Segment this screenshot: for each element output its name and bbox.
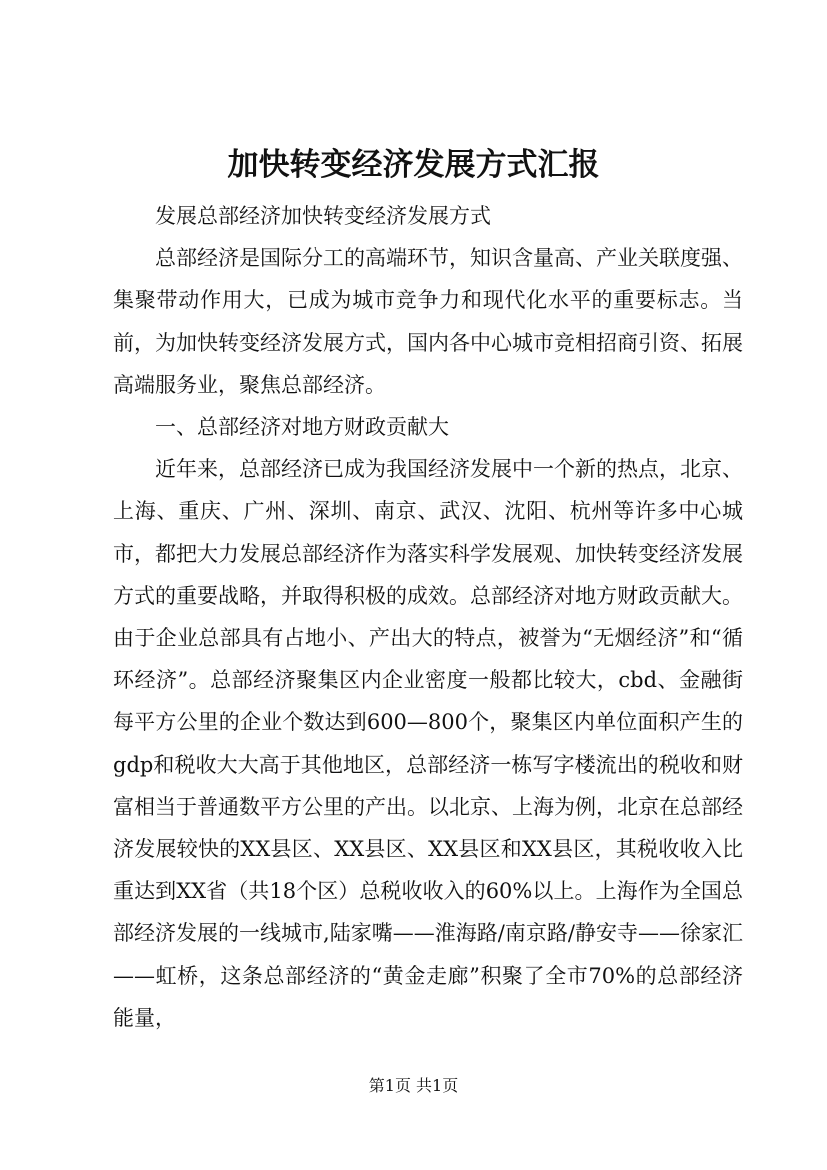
section-heading: 一、总部经济对地方财政贡献大 <box>155 415 449 440</box>
intro-paragraph: 总部经济是国际分工的高端环节，知识含量高、产业关联度强、集聚带动作用大，已成为城市竞争力和现代化水平的重要标志。当前，为加快转变经济发展方式，国内各中心城市竞相招商引资、拓展高端服务业，聚焦总部经济。 <box>113 246 743 397</box>
page-footer: 第1页 共1页 <box>368 1076 459 1095</box>
subtitle-paragraph: 发展总部经济加快转变经济发展方式 <box>155 204 491 228</box>
document-title: 加快转变经济发展方式汇报 <box>227 147 600 183</box>
body-paragraph: 近年来，总部经济已成为我国经济发展中一个新的热点，北京、上海、重庆、广州、深圳、南京、武汉、沈阳、杭州等许多中心城市，都把大力发展总部经济作为落实科学发展观、加快转变经济发展方式的重要战略，并取得积极的成效。总部经济对地方财政贡献大。由于企业总部具有占地小、产出大的特点，被誉为“无烟经济”和“循环经济”。总部经济聚集区内企业密度一般都比较大，cbd、金融街每平方公里的企业个数达到600—800个，聚集区内单位面积产生的gdp和税收大大高于其他地区，总部经济一栋写字楼流出的税收和财富相当于普通数平方公里的产出。以北京、上海为例，北京在总部经济发展较快的XX县区、XX县区、XX县区和XX县区，其税收收入比重达到XX省（共18个区）总税收收入的60%以上。上海作为全国总部经济发展的一线城市,陆家嘴——淮海路/南京路/静安寺——徐家汇——虹桥，这条总部经济的“黄金走廊”积聚了全市70%的总部经济能量， <box>113 457 743 1030</box>
document-body <box>113 195 743 1039</box>
